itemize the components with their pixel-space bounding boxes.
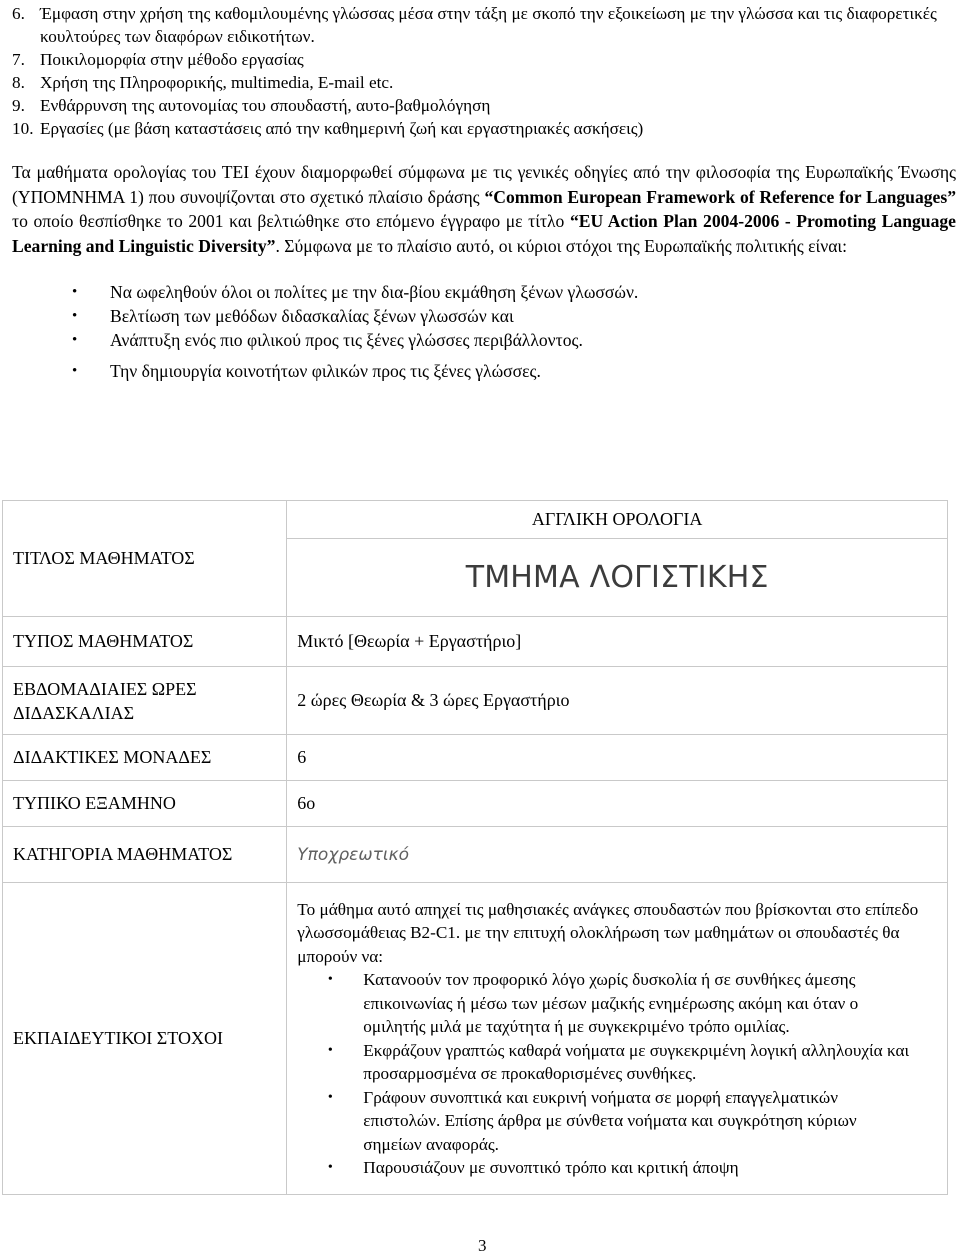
intro-paragraph bbox=[12, 160, 956, 258]
bullet-icon: • bbox=[72, 363, 78, 379]
course-category-value: Υποχρεωτικό bbox=[297, 844, 410, 865]
objectives-label: ΕΚΠΑΙΔΕΥΤΙΚΟΙ ΣΤΟΧΟΙ bbox=[13, 1028, 223, 1048]
paragraph-text: Τα μαθήματα ορολογίας του ΤΕΙ έχουν διαμορφωθεί σύμφωνα με τις γενικές οδηγίες από την φιλοσοφία της Ευρωπαϊκής Ένωσης (ΥΠΟΜΝΗΜΑ 1) που συνοψίζονται στο σχετικό πλαίσιο δράσης bbox=[12, 162, 956, 207]
title-label-cell bbox=[3, 501, 287, 617]
credit-units-value: 6 bbox=[297, 747, 307, 767]
objective-text: Εκφράζουν γραπτώς καθαρά νοήματα με συγκεκριμένη λογική αλληλουχία και προσαρμοσμένα σε προκαθορισμένες συνθήκες. bbox=[363, 1040, 910, 1083]
bullet-icon: • bbox=[72, 332, 78, 348]
bullet-icon: • bbox=[327, 972, 333, 987]
framework-title: “Common European Framework of Reference for Languages” bbox=[484, 186, 956, 207]
paragraph-text: το οποίο θεσπίσθηκε το 2001 και βελτιώθηκε στο επόμενο έγγραφο με τίτλο bbox=[12, 211, 570, 231]
weekly-hours-label: ΕΒΔΟΜΑΔΙΑΙΕΣ ΩΡΕΣ ΔΙΔΑΣΚΑΛΙΑΣ bbox=[13, 678, 197, 723]
objectives-intro: Το μάθημα αυτό απηχεί τις μαθησιακές ανάγκες σπουδαστών που βρίσκονται στο επίπεδο γλωσσομάθειας Β2-C1. με την επιτυχή ολοκλήρωση των μαθημάτων οι σπουδαστές θα μπορούν να: bbox=[297, 899, 919, 966]
goal-text: Να ωφεληθούν όλοι οι πολίτες με την δια-βίου εκμάθηση ξένων γλωσσών. bbox=[110, 282, 639, 302]
action-plan-title: “EU Action Plan 2004-2006 - Promoting Language Learning and Linguistic Diversity” bbox=[12, 211, 956, 256]
table-row bbox=[3, 883, 948, 1195]
list-item bbox=[72, 280, 638, 304]
units-value-cell bbox=[287, 735, 948, 781]
course-category-label: ΚΑΤΗΓΟΡΙΑ ΜΑΘΗΜΑΤΟΣ bbox=[13, 844, 233, 864]
objectives-list bbox=[297, 968, 937, 1180]
list-text: Εργασίες (με βάση καταστάσεις από την καθημερινή ζωή και εργαστηριακές ασκήσεις) bbox=[40, 119, 644, 138]
hours-value-cell bbox=[287, 667, 948, 735]
semester-value-cell bbox=[287, 781, 948, 827]
hours-label-cell bbox=[3, 667, 287, 735]
type-value-cell bbox=[287, 617, 948, 667]
list-number: 7. bbox=[12, 50, 25, 69]
list-text: Χρήση της Πληροφορικής, multimedia, E-mail etc. bbox=[40, 73, 394, 92]
list-item bbox=[297, 1086, 937, 1157]
objective-text: Κατανοούν τον προφορικό λόγο χωρίς δυσκολία ή σε συνθήκες άμεσης επικοινωνίας ή μέσω των μέσων μαζικής ενημέρωσης ακόμη και όταν ο ομιλητής μιλά με ταχύτητα ή με συγκεκριμένο τρόπο ομιλίας. bbox=[363, 970, 859, 1036]
objective-text: Παρουσιάζουν με συνοπτικό τρόπο και κριτική άποψη bbox=[363, 1158, 739, 1177]
list-text: Ποικιλομορφία στην μέθοδο εργασίας bbox=[40, 50, 304, 69]
semester-label: ΤΥΠΙΚΟ ΕΞΑΜΗΝΟ bbox=[13, 793, 176, 813]
list-number: 9. bbox=[12, 96, 25, 115]
course-title: ΑΓΓΛΙΚΗ ΟΡΟΛΟΓΙΑ bbox=[531, 509, 703, 529]
list-item bbox=[12, 94, 958, 117]
bullet-icon: • bbox=[72, 284, 78, 300]
units-label-cell bbox=[3, 735, 287, 781]
goal-text: Την δημιουργία κοινοτήτων φιλικών προς τις ξένες γλώσσες. bbox=[110, 361, 541, 381]
category-label-cell bbox=[3, 827, 287, 883]
list-item bbox=[12, 71, 958, 94]
bullet-icon: • bbox=[327, 1160, 333, 1175]
list-item bbox=[297, 968, 937, 1039]
list-item bbox=[12, 2, 958, 48]
weekly-hours-value: 2 ώρες Θεωρία & 3 ώρες Εργαστήριο bbox=[297, 690, 570, 710]
bullet-icon: • bbox=[327, 1042, 333, 1058]
list-item bbox=[297, 1039, 937, 1086]
bullet-icon: • bbox=[327, 1089, 333, 1105]
type-label-cell bbox=[3, 617, 287, 667]
category-value-cell bbox=[287, 827, 948, 883]
list-item bbox=[72, 359, 541, 383]
course-title-cell bbox=[287, 501, 948, 539]
department-cell bbox=[287, 539, 948, 617]
list-text: Ενθάρρυνση της αυτονομίας του σπουδαστή, αυτο-βαθμολόγηση bbox=[40, 96, 491, 115]
list-text: Έμφαση στην χρήση της καθομιλουμένης γλώσσας μέσα στην τάξη με σκοπό την εξοικείωση με την γλώσσα και τις διαφορετικές κουλτούρες των διαφόρων ειδικοτήτων. bbox=[40, 4, 937, 46]
course-type-value: Μικτό [Θεωρία + Εργαστήριο] bbox=[297, 631, 522, 651]
list-item bbox=[297, 1156, 937, 1180]
table-row bbox=[3, 781, 948, 827]
semester-value: 6ο bbox=[297, 793, 316, 813]
list-item bbox=[72, 304, 514, 328]
table-row bbox=[3, 501, 948, 539]
credit-units-label: ΔΙΔΑΚΤΙΚΕΣ ΜΟΝΑΔΕΣ bbox=[13, 747, 212, 767]
course-info-table bbox=[2, 500, 948, 1195]
objective-text: Γράφουν συνοπτικά και ευκρινή νοήματα σε μορφή επαγγελματικών επιστολών. Επίσης άρθρα με σύνθετα νοήματα και συγκρότηση κύριων σημείων αναφοράς. bbox=[363, 1087, 857, 1154]
page-number: 3 bbox=[478, 1236, 487, 1255]
list-item bbox=[12, 117, 958, 140]
list-item bbox=[12, 48, 958, 71]
bullet-icon: • bbox=[72, 308, 78, 324]
table-row bbox=[3, 617, 948, 667]
course-title-label: ΤΙΤΛΟΣ ΜΑΘΗΜΑΤΟΣ bbox=[13, 548, 195, 568]
department-name: ΤΜΗΜΑ ΛΟΓΙΣΤΙΚΗΣ bbox=[465, 560, 769, 595]
list-item bbox=[72, 328, 583, 352]
goal-text: Βελτίωση των μεθόδων διδασκαλίας ξένων γλωσσών και bbox=[110, 306, 514, 326]
course-type-label: ΤΥΠΟΣ ΜΑΘΗΜΑΤΟΣ bbox=[13, 631, 194, 651]
list-number: 6. bbox=[12, 4, 25, 23]
list-number: 8. bbox=[12, 73, 25, 92]
table-row bbox=[3, 735, 948, 781]
goal-text: Ανάπτυξη ενός πιο φιλικού προς τις ξένες γλώσσες περιβάλλοντος. bbox=[110, 330, 583, 350]
paragraph-text: . Σύμφωνα με το πλαίσιο αυτό, οι κύριοι στόχοι της Ευρωπαϊκής πολιτικής είναι: bbox=[275, 235, 848, 256]
semester-label-cell bbox=[3, 781, 287, 827]
list-number: 10. bbox=[12, 119, 34, 138]
objectives-label-cell bbox=[3, 883, 287, 1195]
numbered-list bbox=[12, 2, 958, 140]
table-row bbox=[3, 667, 948, 735]
objectives-cell bbox=[287, 883, 948, 1195]
table-row bbox=[3, 827, 948, 883]
